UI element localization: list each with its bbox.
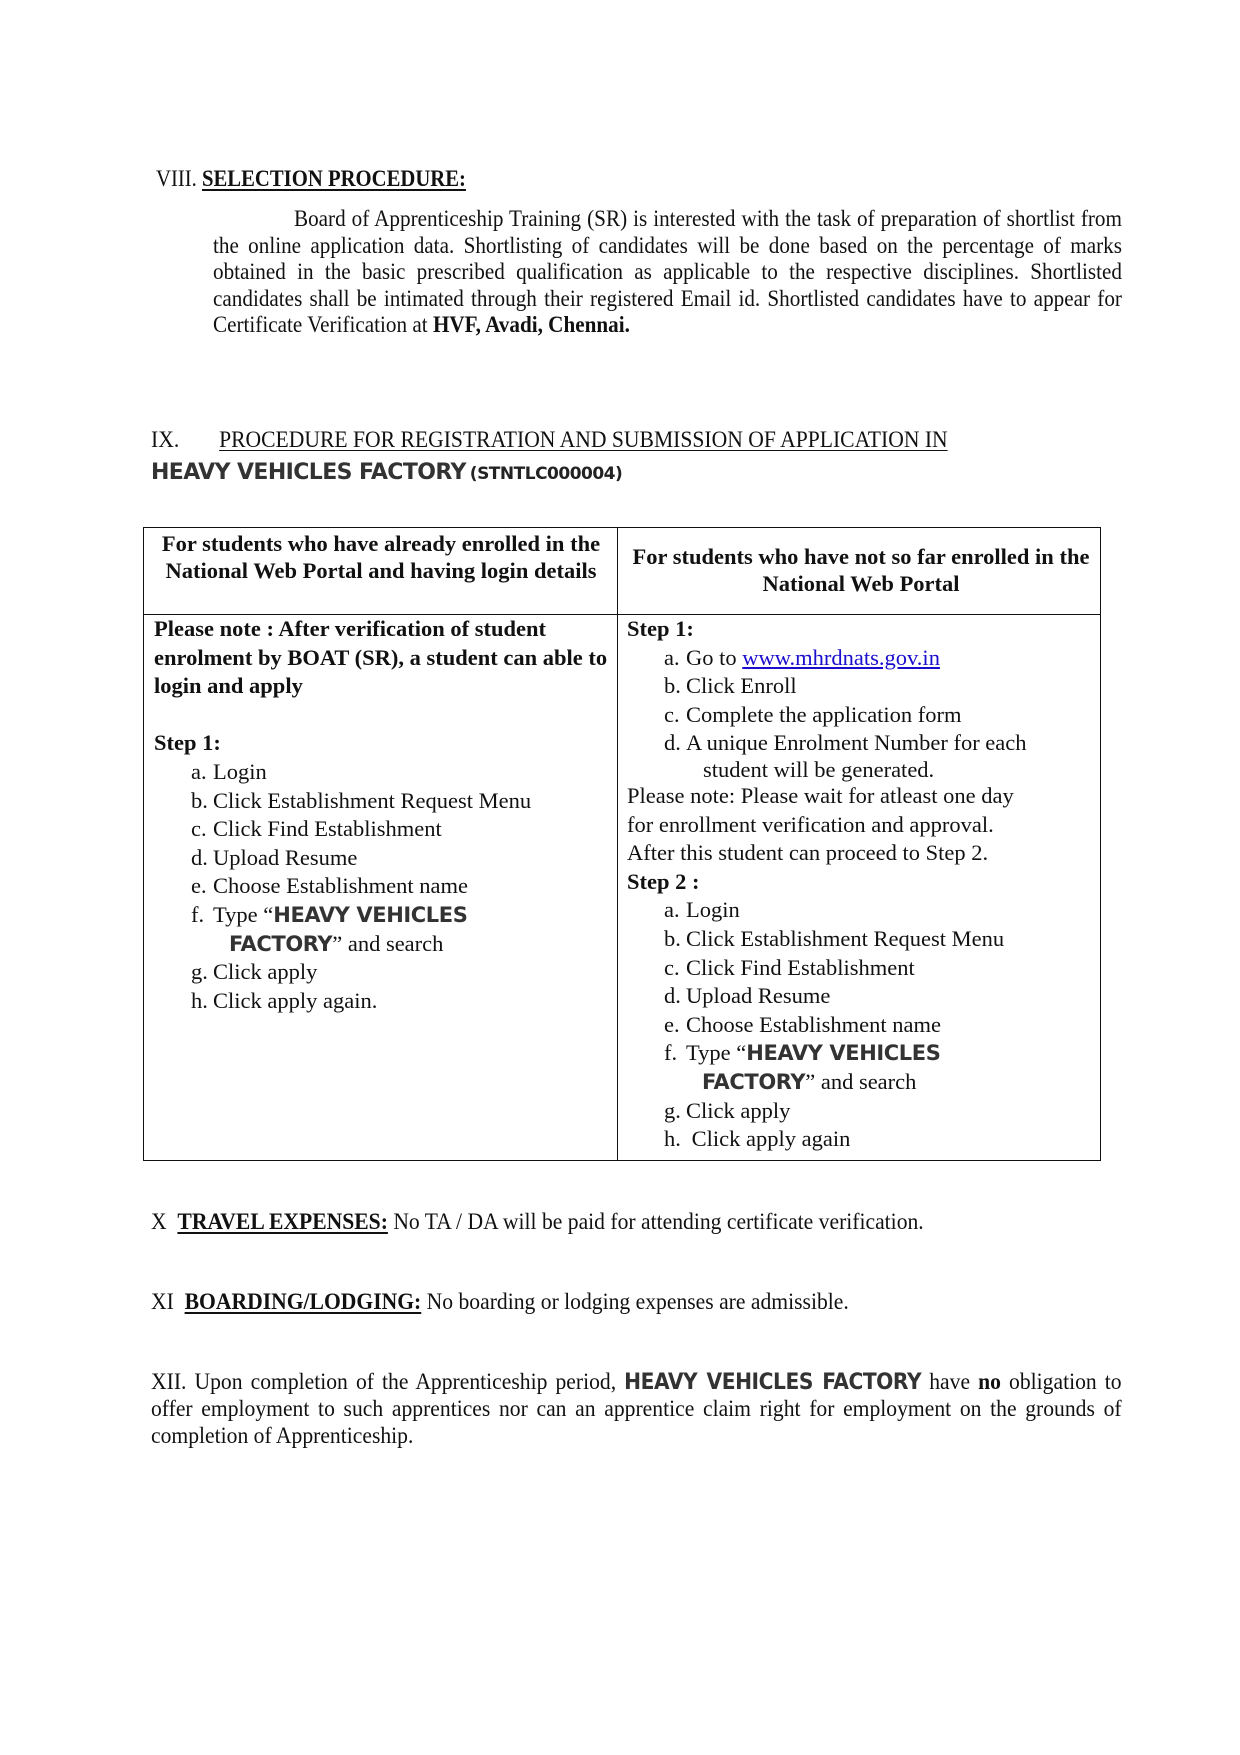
enrolled-step-1-label: Step 1: [154,730,221,756]
section-xii-text-pre: XII. Upon completion of the Apprenticeship period, [151,1369,625,1395]
list-item: b. Click Establishment Request Menu [664,925,1005,951]
wait-note-line: After this student can proceed to Step 2. [627,840,989,866]
section-ix-establishment [151,460,622,485]
section-xii-employment [151,1369,1122,1450]
section-ix-title: PROCEDURE FOR REGISTRATION AND SUBMISSION OF APPLICATION IN [219,427,948,453]
establishment-code: (STNTLC000004) [469,464,623,484]
list-item-continuation: FACTORY” and search [229,930,444,956]
section-viii-number: VIII. [156,166,197,191]
list-item-continuation: student will be generated. [703,756,935,782]
list-item-continuation: FACTORY” and search [702,1068,917,1094]
registration-procedure-table [143,527,1101,1161]
list-item: a. Login [191,758,267,784]
section-x-text: No TA / DA will be paid for attending certificate verification. [387,1209,924,1235]
enrolled-note: Please note : After verification of student enrolment by BOAT (SR), a student can able to login and apply [154,616,608,699]
list-item: e. Choose Establishment name [664,1011,941,1037]
section-xii-text-post: obligation to offer employment to such apprentices nor can an apprentice claim right for employment on the grounds of completion of Apprenticeship. [151,1369,1122,1449]
section-viii-body [213,206,1122,339]
list-item: a. Go to www.mhrdnats.gov.in [664,644,940,670]
list-item: h. Click apply again. [191,987,378,1013]
list-item: d. A unique Enrolment Number for each [664,730,1027,756]
not-enrolled-students-column [627,615,1095,1154]
wait-note-line: for enrollment verification and approval. [627,811,994,837]
section-xii-text-mid: have [921,1369,979,1395]
section-xi-number: XI [151,1289,174,1315]
wait-note-line: Please note: Please wait for atleast one day [627,782,1014,808]
list-item: g. Click apply [191,959,318,985]
not-enrolled-step-2-label: Step 2 : [627,868,700,894]
list-item: a. Login [664,897,740,923]
section-xi-boarding-lodging [151,1289,849,1316]
section-ix-number: IX. [151,427,180,453]
section-xi-text: No boarding or lodging expenses are admissible. [421,1289,849,1315]
list-item: c. Click Find Establishment [664,954,915,980]
section-viii-heading [156,166,466,192]
list-item: e. Choose Establishment name [191,873,468,899]
list-item: h. Click apply again [664,1126,851,1152]
list-item: b. Click Establishment Request Menu [191,787,532,813]
table-header-enrolled: For students who have already enrolled in the National Web Portal and having login details [161,531,601,583]
portal-link[interactable]: www.mhrdnats.gov.in [742,644,940,670]
establishment-name: HEAVY VEHICLES FACTORY [151,460,466,485]
list-item: f. Type “HEAVY VEHICLES [664,1040,941,1066]
list-item: d. Upload Resume [664,983,831,1009]
section-viii-text: Board of Apprenticeship Training (SR) is interested with the task of preparation of shortlist from the online application data. Shortlisting of candidates will be done based on the percentage of marks obtained in the basic prescribed qualification as applicable to the respective disciplines. Shortlisted candidates shall be intimated through their registered Email id. Shortlisted candidates have to appear for Certificate Verification at [213,206,1122,338]
section-x-title: TRAVEL EXPENSES: [177,1209,388,1235]
section-viii-location: HVF, Avadi, Chennai. [432,312,630,338]
section-x-number: X [151,1209,167,1235]
list-item: f. Type “HEAVY VEHICLES [191,901,468,927]
section-xi-title: BOARDING/LODGING: [184,1289,422,1315]
section-viii-title: SELECTION PROCEDURE: [201,166,466,191]
not-enrolled-step-1-label: Step 1: [627,616,694,641]
section-xii-no: no [978,1369,1001,1395]
table-column-divider [617,528,618,1160]
list-item: d. Upload Resume [191,844,358,870]
section-x-travel-expenses [151,1209,924,1236]
list-item: c. Complete the application form [664,701,962,727]
list-item: g. Click apply [664,1097,791,1123]
enrolled-students-column [154,615,609,1015]
list-item: c. Click Find Establishment [191,816,442,842]
table-header-not-enrolled: For students who have not so far enrolled in the National Web Portal [632,544,1090,596]
section-xii-establishment: HEAVY VEHICLES FACTORY [624,1370,922,1395]
list-item: b. Click Enroll [664,673,797,699]
section-ix-heading [151,427,1007,454]
